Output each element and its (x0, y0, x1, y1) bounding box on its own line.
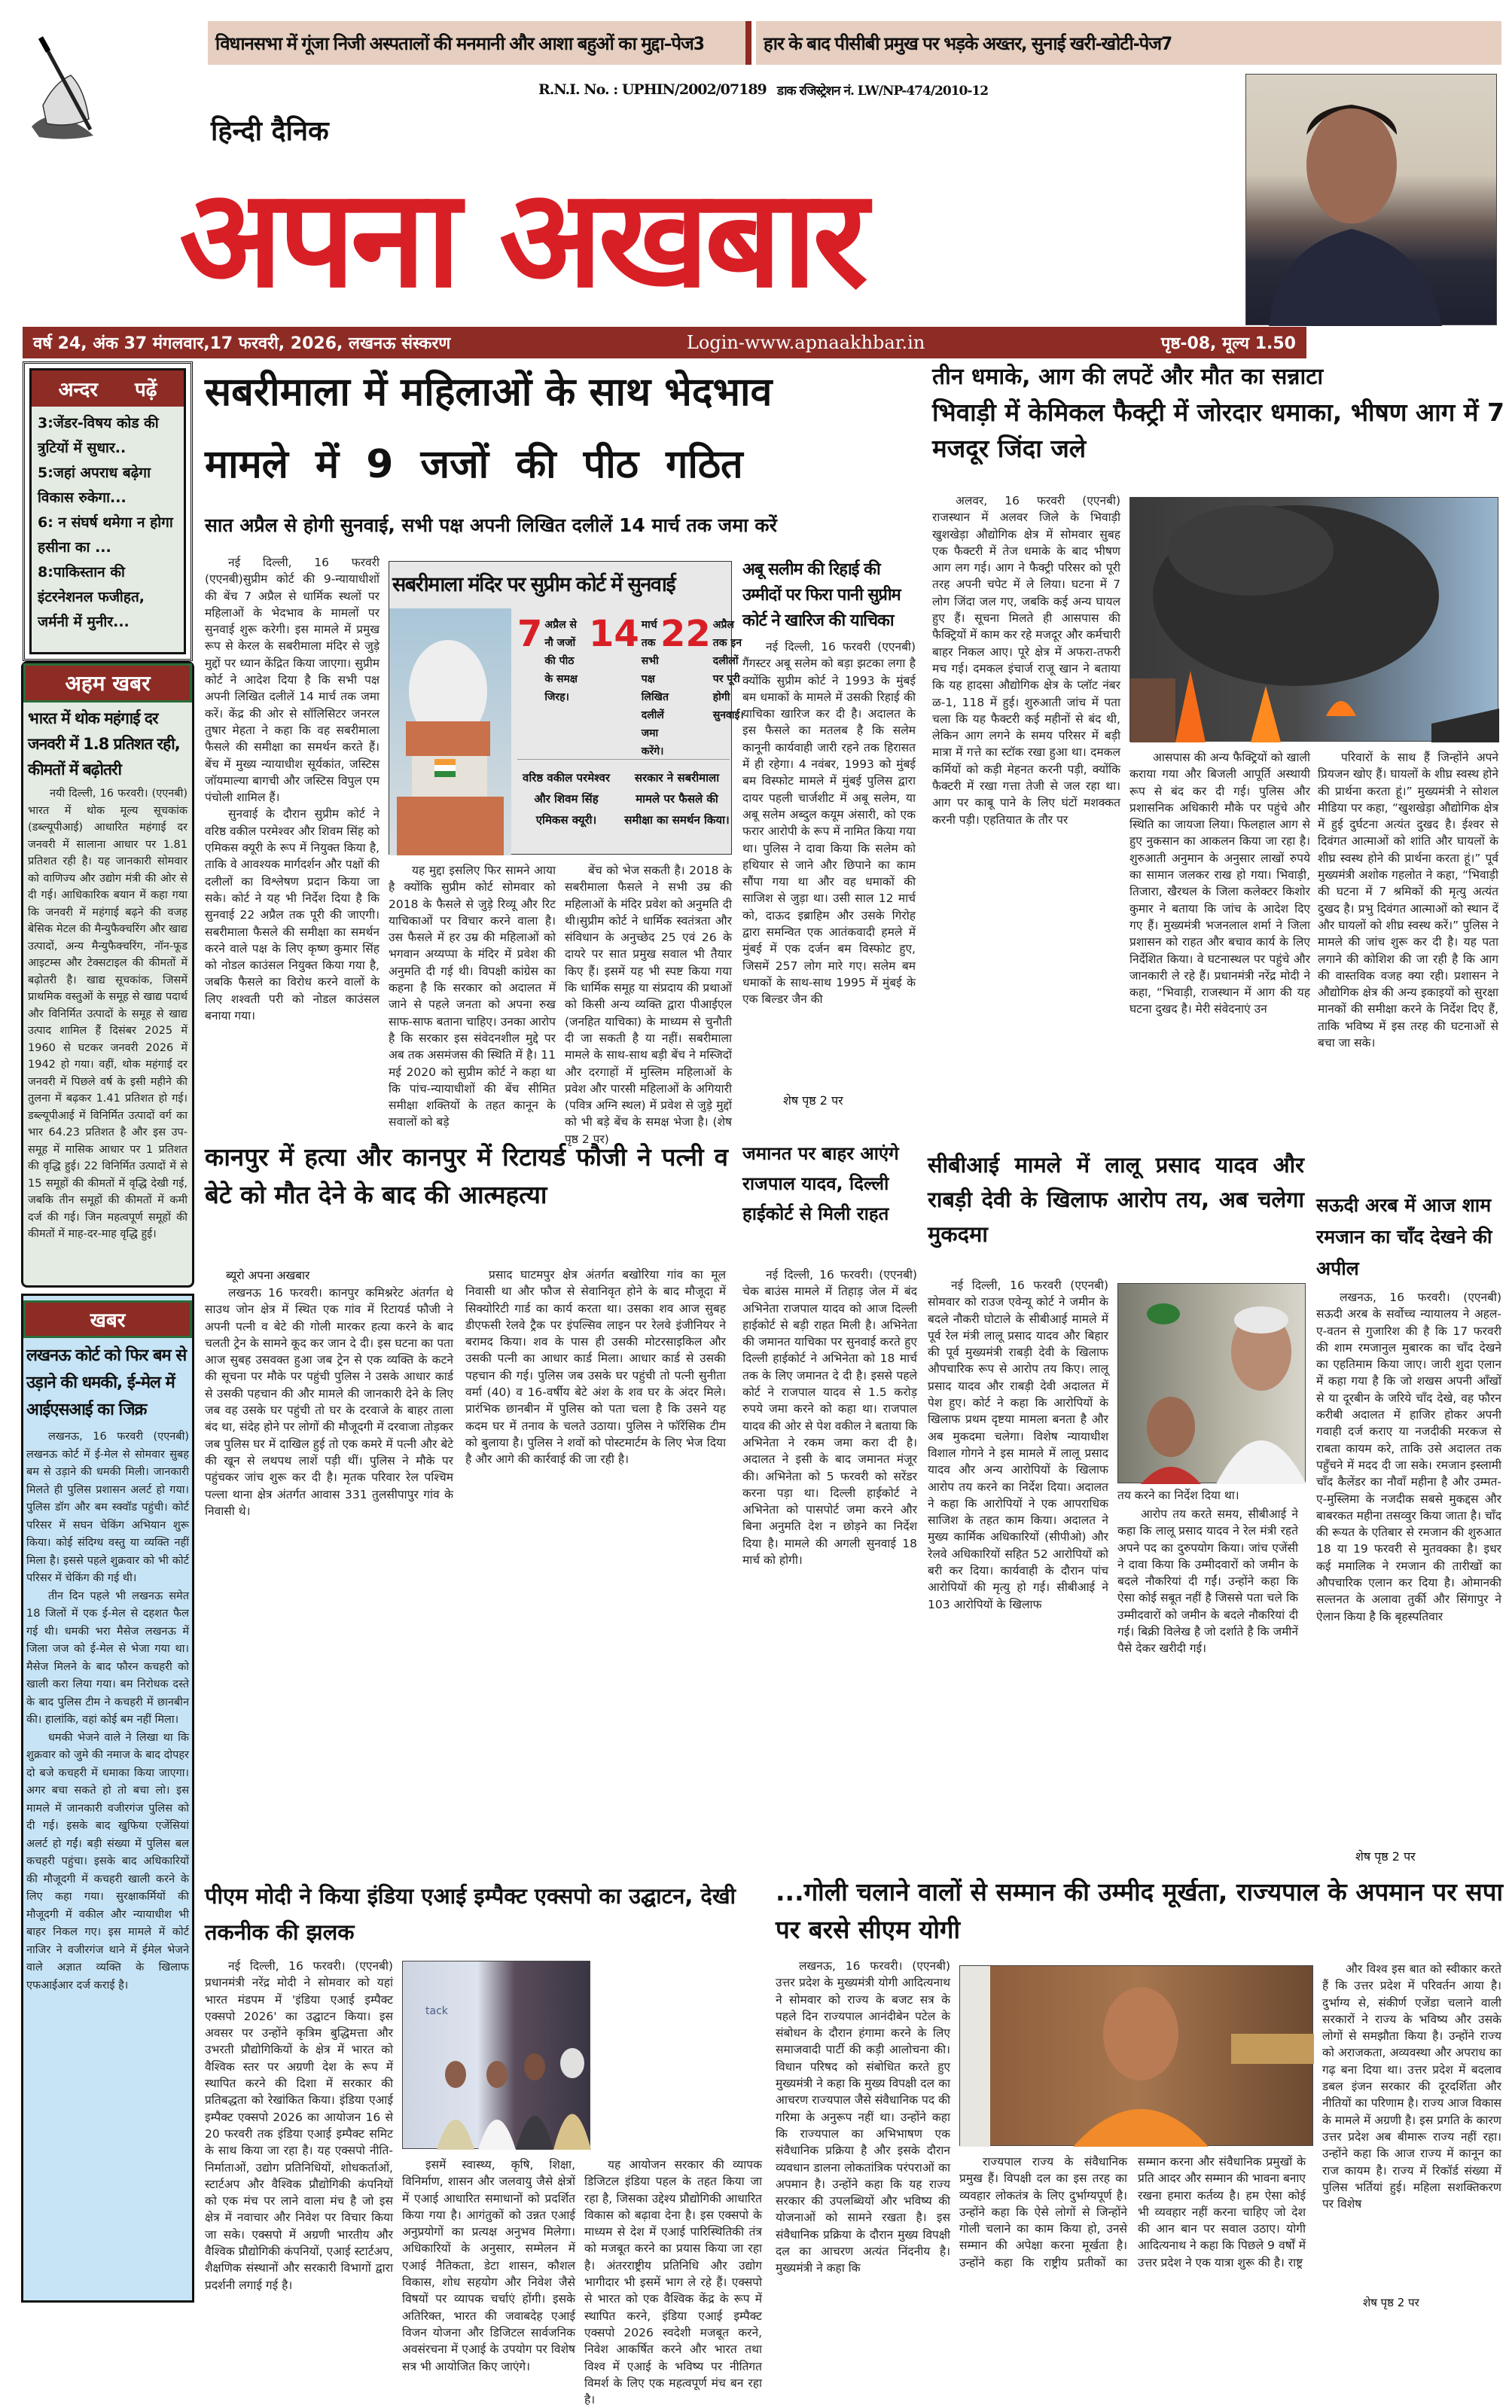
teaser-left-page: पेज3 (671, 32, 704, 54)
teaser-left-text: विधानसभा में गूंजा निजी अस्पतालों की मनमानी और आशा बहुओं का मुद्दा– (215, 32, 672, 54)
stat-item (517, 613, 585, 761)
inside-item[interactable]: 5:जहां अपराध बढ़ेगा विकास रुकेगा... (38, 465, 151, 506)
supreme-court-illustration (389, 608, 511, 855)
dateline-bar (23, 327, 1306, 358)
kanpur-byline: ब्यूरो अपना अखबार (226, 1269, 310, 1282)
lalu-body-col2: आरोप तय करते समय, सीबीआई ने कहा कि लालू प्रसाद यादव ने रेल मंत्री रहते अपने पद का दुरुपयोग किया। जांच एजेंसी ने दावा किया कि उम्मीदवारों को जमीन के बदले नौकरियां दी गईं। उन्होंने कहा कि ऐसा कोई सबूत नहीं है जिससे पता चले कि उम्मीदवारों को जमीन के बदले नौकरियां दी गई। बिक्री विलेख है जो दर्शाते है कि जमीनें पैसे देकर खरीदी गई। (1117, 1507, 1298, 1656)
website-link[interactable]: Login-www.apnaakhbar.in (686, 332, 925, 353)
svg-text:tack: tack (425, 2005, 448, 2017)
aham-khabar-headline: भारत में थोक महंगाई दर जनवरी में 1.8 प्रतिशत रही, कीमतों में बढ़ोतरी (28, 709, 180, 779)
abu-salem-headline[interactable]: अबू सलीम की रिहाई की उम्मीदों पर फिरा पानी सुप्रीम कोर्ट ने खारिज की याचिका (742, 560, 901, 630)
stat-text: मार्च तक सभी पक्ष लिखित दलीलें जमा करेंगे। (641, 619, 669, 757)
lead-headline-line2[interactable]: मामले में 9 जजों की पीठ गठित (205, 442, 743, 487)
note-item: सरकार ने सबरीमाला मामले पर फैसले की समीक्षा का समर्थन किया। (624, 771, 730, 827)
factory-fire-photo (1129, 497, 1498, 742)
infographic-title: सबरीमाला मंदिर पर सुप्रीम कोर्ट में सुनवाई (392, 573, 675, 596)
teaser-right-text: हार के बाद पीसीबी प्रमुख पर भड़के अख्तर, सुनाई खरी-खोटी- (764, 32, 1139, 54)
teaser-right[interactable] (756, 21, 1501, 65)
stat-number: 7 (517, 613, 543, 655)
teaser-left[interactable] (208, 21, 750, 65)
modi-headline[interactable]: पीएम मोदी ने किया इंडिया एआई इम्पैक्ट एक्सपो का उद्घाटन, देखी तकनीक की झलक (205, 1883, 736, 1945)
khabar-box (21, 1294, 194, 2303)
bhiwadi-body-col1: अलवर, 16 फरवरी (एएनबी) राजस्थान में अलवर जिले के भिवाड़ी खुशखेड़ा औद्योगिक क्षेत्र में सोमवार सुबह एक फैक्टरी में तेज धमाके के बाद भीषण आग लग गई। आग ने फैक्ट्री परिसर को पूरी तरह अपनी चपेट में ले लिया। घटना में 7 लोग जिंदा जल गए, जबकि कई अन्य घायल हुए हैं। सूचना मिलते ही आसपास की फैक्ट्रियों में काम कर रहे मजदूर और कर्मचारी बाहर निकल आए। पूरे क्षेत्र में अफरा-तफरी मच गई। दमकल इंचार्ज राजू खान ने बताया कि यह हादसा औद्योगिक क्षेत्र के प्लॉट नंबर ळ-1, 118 में हुई। शुरुआती जांच में पता चला कि यह फैक्टरी कई महीनों से बंद थी, लेकिन आग लगने के समय परिसर में बड़ी मात्रा में गत्ते का स्टॉक रखा हुआ था। दमकल कर्मियों को कड़ी मेहनत करनी पड़ी, क्योंकि फैक्टरी में रखा गत्ता तेजी से जल रहा था। आग पर काबू पाने के लिए घंटों मशक्कत करनी पड़ी। एहतियात के तौर पर (932, 494, 1120, 827)
stat-number: 14 (589, 613, 639, 655)
lead-headline-line1[interactable]: सबरीमाला में महिलाओं के साथ भेदभाव (205, 370, 773, 415)
aham-khabar-title: अहम खबर (23, 663, 192, 703)
teaser-right-page: पेज7 (1139, 32, 1172, 54)
modi-body-col3: यह आयोजन सरकार की व्यापक डिजिटल इंडिया पहल के तहत किया जा रहा है, जिसका उद्देश्य प्रौद्योगिकी आधारित विकास को बढ़ावा देना है। इस एक्सपो के माध्यम से देश में एआई पारिस्थितिकी तंत्र को मजबूत करने का प्रयास किया जा रहा है। अंतरराष्ट्रीय प्रतिनिधि और उद्योग भागीदार भी इसमें भाग ले रहे हैं। एक्सपो से भारत को एक वैश्विक केंद्र के रूप में स्थापित करने, इंडिया एआई इम्पैक्ट एक्सपो 2026 स्वदेशी मजबूत करने, निवेश आकर्षित करने और भारत तथा विश्व में एआई के भविष्य पर नीतिगत विमर्श के लिए एक महत्वपूर्ण मंच बन रहा है। (584, 2158, 762, 2407)
khabar-headline: लखनऊ कोर्ट को फिर बम से उड़ाने की धमकी, ई-मेल में आईएसआई का जिक्र (26, 1346, 187, 1419)
aham-khabar-box (21, 661, 194, 1288)
masthead-tagline: हिन्दी दैनिक (211, 116, 329, 147)
pen-hand-logo (24, 30, 99, 143)
sabarimala-infographic (389, 561, 744, 855)
kanpur-body-col2: प्रसाद घाटमपुर क्षेत्र अंतर्गत बखोरिया गांव का मूल निवासी था और फौज से सेवानिवृत होने के बाद मौजूदा में सिक्योरिटी गार्ड का कार्य करता था। उसका शव आज सुबह डीएफसी रेलवे ट्रैक पर इंपल्सिव लाइन पर रेलवे इंजीनियर ने बरामद किया। शव के पास ही उसकी मोटरसाइकिल और उसकी पत्नी का आधार कार्ड मिला। आधार कार्ड से उसकी पहचान की गई। पुलिस जब उसके घर पहुंची तो पत्नी सुनीता वर्मा (40) व 16-वर्षीय बेटे अंश के शव घर के अंदर मिले। प्रारंभिक छानबीन में पुलिस को पता चला है कि उसने यह कदम घर में तनाव के चलते उठाया। पुलिस ने फॉरेंसिक टीम को बुलाया है। पुलिस ने शवों को पोस्टमार्टम के लिए भेज दिया है और आगे की कार्रवाई की जा रही है। (465, 1268, 726, 1467)
lead-body-col3: बेंच को भेज सकती है। 2018 के सबरीमाला फैसले ने सभी उम्र की महिलाओं के मंदिर प्रवेश को अनुमति दी थी।सुप्रीम कोर्ट ने धार्मिक स्वतंत्रता और संविधान के अनुच्छेद 25 एवं 26 के दायरे पर सात प्रमुख सवाल भी तैयार किए हैं। इसमें यह भी स्पष्ट किया गया कि धार्मिक समूह या संप्रदाय की प्रथाओं को किसी अन्य व्यक्ति द्वारा पीआईएल (जनहित याचिका) के माध्यम से चुनौती दी जा सकती है या नहीं। सबरीमाला मामले के साथ-साथ बड़ी बेंच ने मस्जिदों और दरगाहों में मुस्लिम महिलाओं के प्रवेश और पारसी महिलाओं के अगियारी (पवित्र अग्नि स्थल) में प्रवेश से जुड़े मुद्दों को भी बड़े बेंच के समक्ष भेजा है। (शेष पृष्ठ 2 पर) (565, 864, 732, 1146)
rajpal-body: नई दिल्ली, 16 फरवरी। (एएनबी) चेक बाउंस मामले में तिहाड़ जेल में बंद अभिनेता राजपाल यादव को आज दिल्ली हाईकोर्ट से बड़ी राहत मिली है। अभिनेता की जमानत याचिका पर सुनवाई करते हुए दिल्ली हाईकोर्ट ने अभिनेता को 18 मार्च तक के लिए जमानत दे दी है। इससे पहले कोर्ट ने राजपाल यादव से 1.5 करोड़ रुपये जमा करने को कहा था। राजपाल यादव की ओर से पेश वकील ने बताया कि अभिनेता ने रकम जमा करा दी है। अदालत ने इसी के बाद जमानत मंजूर की। अभिनेता को 5 फरवरी को सरेंडर करना पड़ा था। दिल्ली हाईकोर्ट ने अभिनेता को पासपोर्ट जमा करने और बिना अनुमति देश न छोड़ने का निर्देश दिया है। मामले की अगली सुनवाई 18 मार्च को होगी। (742, 1268, 917, 1568)
inside-list (32, 407, 184, 639)
bhiwadi-body-col3: परिवारों के साथ हैं जिन्होंने अपने प्रियजन खोए हैं। घायलों के शीघ्र स्वस्थ होने की प्रार्थना करता हूं।” मुख्यमंत्री ने सोशल मीडिया पर कहा, “खुशखेड़ा औद्योगिक क्षेत्र में हुई दुर्घटना अत्यंत दुखद है। ईश्वर से दिवंगत आत्माओं को शांति और घायलों के शीघ्र स्वस्थ होने की प्रार्थना करता हूं।” पूर्व मुख्यमंत्री अशोक गहलोत ने कहा, “भिवाड़ी की घटना में 7 श्रमिकों की मृत्यु अत्यंत दुखद है। प्रभु दिवंगत आत्माओं को स्थान दें और घायलों को शीघ्र स्वस्थ करें।” पुलिस ने मामले की जांच शुरू कर दी है। यह पता लगाने की कोशिश की जा रही है कि आग की वास्तविक वजह क्या रही। प्रशासन ने औद्योगिक क्षेत्र की अन्य इकाइयों को सुरक्षा मानकों की समीक्षा करने के निर्देश दिए हैं, ताकि भविष्य में इस तरह की घटनाओं से बचा जा सके। (1318, 751, 1498, 1050)
yogi-headline[interactable]: ...गोली चलाने वालों से सम्मान की उम्मीद मूर्खता, राज्यपाल के अपमान पर सपा पर बरसे सीएम योगी (776, 1877, 1503, 1944)
yogi-body-col2: राज्यपाल राज्य के संवैधानिक प्रमुख हैं। विपक्षी दल का इस तरह का व्यवहार लोकतंत्र के लिए दुर्भाग्यपूर्ण है। उन्होंने कहा कि ऐसे लोगों से जिन्होंने गोली चलाने का काम किया हो, उनसे सम्मान की अपेक्षा करना मूर्खता है। उन्होंने कहा कि राष्ट्रीय प्रतीकों का सम्मान करना और संवैधानिक प्रमुखों के प्रति आदर और सम्मान की भावना बनाए रखना हमारा कर्तव्य है। हम ऐसा कोई भी व्यवहार नहीं करना चाहिए जो देश की आन बान पर सवाल उठाए। योगी आदित्यनाथ ने कहा कि पिछले 9 वर्षों में उत्तर प्रदेश ने एक यात्रा शुरू की है। राष्ट्र (959, 2155, 1306, 2269)
header-photo-cricketer (1245, 74, 1497, 325)
infographic-stats (517, 613, 744, 761)
stat-item (660, 613, 744, 761)
stat-text: अप्रैल तक इन दलीलों पर पूरी होगी सुनवाई। (712, 619, 744, 721)
rajpal-headline[interactable]: जमानत पर बाहर आएंगे राजपाल यादव, दिल्ली हाईकोर्ट से मिली राहत (742, 1143, 899, 1224)
cm-yogi-photo (959, 1965, 1313, 2146)
issue-info: वर्ष 24, अंक 37 मंगलवार,17 फरवरी, 2026, लखनऊ संस्करण (33, 334, 451, 353)
bhiwadi-headline[interactable]: भिवाड़ी में केमिकल फैक्ट्री में जोरदार धमाका, भीषण आग में 7 मजदूर जिंदा जले (932, 398, 1504, 463)
stat-text: अप्रैल से नौ जजों की पीठ के समक्ष जिरह। (544, 619, 578, 703)
yogi-body-col1: लखनऊ, 16 फरवरी। (एएनबी) उत्तर प्रदेश के मुख्यमंत्री योगी आदित्यनाथ ने सोमवार को राज्य के बजट सत्र के पहले दिन राज्यपाल आनंदीबेन पटेल के संबोधन के दौरान हंगामा करने के लिए समाजवादी पार्टी की कड़ी आलोचना की। विधान परिषद को संबोधित करते हुए मुख्यमंत्री ने कहा कि मुख्य विपक्षी दल का आचरण राज्यपाल जैसे संवैधानिक पद की गरिमा के अनुरूप नहीं था। उन्होंने कहा कि राज्यपाल का अभिभाषण एक संवैधानिक प्रक्रिया है और इसके दौरान व्यवधान डालना लोकतांत्रिक परंपराओं का अपमान है। उन्होंने कहा कि यह राज्य सरकार की उपलब्धियों और भविष्य की योजनाओं को सामने रखता है। इस संवैधानिक प्रक्रिया के दौरान मुख्य विपक्षी दल का आचरण अत्यंत निंदनीय है। मुख्यमंत्री ने कहा कि (776, 1959, 950, 2275)
bhiwadi-kicker: तीन धमाके, आग की लपटें और मौत का सन्नाटा (932, 364, 1324, 390)
lalu-rabri-photo (1117, 1283, 1306, 1483)
postal-registration: डाक रजिस्ट्रेशन नं. LW/NP-474/2010-12 (777, 84, 989, 99)
abu-salem-continued[interactable]: शेष पृष्ठ 2 पर (783, 1093, 843, 1108)
abu-salem-body: नई दिल्ली, 16 फरवरी (एएनबी) गैंगस्टर अबू सलेम को बड़ा झटका लगा है क्योंकि सुप्रीम कोर्ट ने 1993 के मुंबई बम धमाकों के मामले में उसकी रिहाई की याचिका खारिज कर दी है। अदालत के इस फैसले का मतलब है कि सलेम कानूनी कार्यवाही जारी रहने तक हिरासत में ही रहेगा। 4 नवंबर, 1993 को मुंबई बम विस्फोट मामले में मुंबई पुलिस द्वारा दायर पहली चार्जशीट में अबू सलेम, या अबू सलेम अब्दुल कयूम अंसारी, को एक फरार आरोपी के रूप में नामित किया गया था। पुलिस ने दावा किया कि सलेम को हथियार से जाने और छिपाने का काम सौंपा गया था और वह धमाकों की साजिश से जुड़ा था। उसी साल 12 मार्च को, दाऊद इब्राहिम और उसके गिरोह द्वारा समन्वित एक आतंकवादी हमले में मुंबई में एक दर्जन बम विस्फोट हुए, जिसमें 257 लोग मारे गए। सलेम बम धमाकों के साथ-साथ 1995 में मुंबई के एक बिल्डर जैन की (742, 640, 916, 1007)
lead-subhead: सात अप्रैल से होगी सुनवाई, सभी पक्ष अपनी लिखित दलीलें 14 मार्च तक जमा करें (205, 514, 777, 536)
rni-number: R.N.I. No. : UPHIN/2002/07189 (538, 81, 767, 98)
khabar-body: लखनऊ, 16 फरवरी (एएनबी) लखनऊ कोर्ट में ई-मेल से सोमवार सुबह बम से उड़ाने की धमकी मिली। जानकारी मिलते ही पुलिस प्रशासन अलर्ट हो गया। पुलिस डॉग और बम स्क्वॉड पहुंची। कोर्ट परिसर में सघन चेकिंग अभियान शुरू किया। कोई संदिग्ध वस्तु या व्यक्ति नहीं मिला है। इससे पहले शुक्रवार को भी कोर्ट परिसर में चेकिंग की गई थी। तीन दिन पहले भी लखनऊ समेत 18 जिलों में एक ई-मेल से दहशत फैल गई थी। धमकी भरा मैसेज लखनऊ में जिला जज को ई-मेल से भेजा गया था। मैसेज मिलने के बाद फौरन कचहरी को खाली करा लिया गया। बम निरोधक दस्ते के बाद पुलिस टीम ने कचहरी में छानबीन की। हालांकि, वहां कोई बम नहीं मिला। धमकी भेजने वाले ने लिखा था कि शुक्रवार को जुमे की नमाज के बाद दोपहर दो बजे कचहरी में धमाका किया जाएगा। अगर बचा सकते हो तो बचा लो। इस मामले में जानकारी वजीरगंज पुलिस को दी गई। इसके बाद खुफिया एजेंसियां अलर्ट हो गईं। बड़ी संख्या में पुलिस बल कचहरी पहुंचा। इसके बाद अधिकारियों की मौजूदगी में कचहरी खाली करने के लिए कहा गया। सुरक्षाकर्मियों की मौजूदगी में वकील और न्यायाधीश भी बाहर निकल गए। इस मामले में कोर्ट नाजिर ने वजीरगंज थाने में ईमेल भेजने वाले अज्ञात व्यक्ति के खिलाफ एफआईआर दर्ज कराई है। (26, 1431, 189, 1992)
note-item: वरिष्ठ वकील परमेश्वर और शिवम सिंह एमिकस क्यूरी। (522, 771, 611, 827)
kanpur-body-col1: लखनऊ 16 फरवरी। कानपुर कमिश्नरेट अंतर्गत थे साउथ जोन क्षेत्र में स्थित एक गांव में रिटायर्ड फौजी ने अपनी पत्नी व बेटे की गोली मारकर हत्या करने के बाद चलती ट्रेन के सामने कूद कर जान दे दी। इस घटना का पता आज सुबह उसवक्त हुआ जब ट्रेन से एक व्यक्ति के कटने की सूचना पर मौके पर पहुंची पुलिस ने उसके आधार कार्ड से उसकी पहचान की और मामले की जानकारी देने के लिए जब वह उसके घर पहुंची तो घर के दरवाजे के बाहर ताला बंद था, संदेह होने पर लोगों की मौजूदगी में दरवाजा तोड़कर जब पुलिस घर में दाखिल हुई तो एक कमरे में पत्नी और बेटे की खून से लथपथ लाशें पड़ी थीं। पुलिस ने मौके पर पहुंचकर जांच शुरू कर दी है। मृतक परिवार रेल पश्चिम पल्ला थाना क्षेत्र अंतर्गत आवास 331 तुलसीपापुर गांव के निवासी थे। (205, 1286, 453, 1518)
infographic-notes (517, 759, 730, 831)
kanpur-headline[interactable]: कानपुर में हत्या और कानपुर में रिटायर्ड फौजी ने पत्नी व बेटे को मौत देने के बाद की आत्महत्या (205, 1142, 728, 1209)
price-info: पृष्ठ-08, मूल्य 1.50 (1160, 334, 1296, 353)
khabar-title: खबर (23, 1300, 192, 1338)
yogi-continued[interactable]: शेष पृष्ठ 2 पर (1363, 2296, 1419, 2309)
yogi-body-col3: और विश्व इस बात को स्वीकार करते हैं कि उत्तर प्रदेश में परिवर्तन आया है। दुर्भाग्य से, संकीर्ण एजेंडा चलाने वाली सरकारों ने राज्य के भविष्य और उसके लोगों से समझौता किया है। उन्होंने राज्य को अराजकता, अव्यवस्था और अपराध का गढ़ बना दिया था। उत्तर प्रदेश में बदलाव डबल इंजन सरकार की दूरदर्शिता और नीतियों का परिणाम है। राज्य आज विकास के मामले में अग्रणी है। इस प्रगति के कारण उत्तर प्रदेश अब बीमारू राज्य नहीं रहा। उन्होंने कहा कि आज राज्य में कानून का राज कायम है। राज्य में रिकॉर्ड संख्या में पुलिस भर्तियां हुई। महिला सशक्तिकरण पर विशेष (1322, 1962, 1501, 2211)
stat-number: 22 (660, 613, 711, 655)
saudi-body: लखनऊ, 16 फरवरी। (एएनबी) सऊदी अरब के सर्वोच्च न्यायालय ने अहल-ए-वतन से गुजारिश की है कि 17 फरवरी की शाम रमजानुल मुबारक का चाँद देखने का एहतिमाम किया जाए। जारी शुदा एलान में कहा गया है कि जो शखस अपनी आँखों से या दूरबीन के जरिये चाँद देखे, वह फौरन करीबी अदालत में हाजिर होकर अपनी गवाही दर्ज कराए या नजदीकी मरकज से राबता कायम करे, ताकि उसे अदालत तक पहुँचने में मदद दी जा सके। रमजान इस्लामी चाँद कैलेंडर का नौवाँ महीना है और उम्मत-ए-मुस्लिमा के नजदीक सबसे मुकद्दस और बाबरकत महीना तसव्वुर किया जाता है। चाँद की रूयत के एतिबार से रमजान की शुरुआत 18 या 19 फरवरी से मुतवक्का है। इधर कई ममालिक ने रमजान की तारीखों का औपचारिक एलान कर दिया है। ओमानकी सल्तनत के अलावा तुर्की और सिंगापुर ने ऐलान किया है कि बृहस्पतिवार (1316, 1291, 1501, 1623)
lead-body-col1: नई दिल्ली, 16 फरवरी (एएनबी)सुप्रीम कोर्ट की 9-न्यायाधीशों की बेंच 7 अप्रैल से धार्मिक स्थलों पर महिलाओं के भेदभाव के मामलों पर सुनवाई शुरू करेगी। इस मामले में प्रमुख रूप से केरल के सबरीमाला मंदिर से जुड़े मुद्दों पर ध्यान केंद्रित किया जाएगा। सुप्रीम कोर्ट ने आदेश दिया है कि सभी पक्ष अपनी लिखित दलीलें 14 मार्च तक जमा करें। केंद्र की ओर से सॉलिसिटर जनरल तुषार मेहता ने कहा कि वह सबरीमाला फैसले की समीक्षा का समर्थन करते हैं। बेंच में मुख्य न्यायाधीश सूर्यकांत, जस्टिस जॉयमाल्या बागची और जस्टिस विपुल एम पंचोली शामिल हैं। सुनवाई के दौरान सुप्रीम कोर्ट ने वरिष्ठ वकील परमेश्वर और शिवम सिंह को एमिकस क्यूरी के रूप में नियुक्त किया है, ताकि वे आवश्यक मार्गदर्शन और पक्षों की दलीलों का विश्लेषण प्रदान किया जा सके। कोर्ट ने यह भी निर्देश दिया है कि सुनवाई 22 अप्रैल तक पूरी की जाएगी। सबरीमाला फैसले की समीक्षा का समर्थन करने वाले पक्ष के लिए कृष्ण कुमार सिंह को नोडल काउंसल नियुक्त किया गया है, जबकि फैसले का विरोध करने वालों के लिए शश्वती परी को नोडल काउंसल बनाया गया। (205, 556, 380, 1023)
inside-title: अन्दर पढ़ें (32, 370, 184, 407)
inside-item[interactable]: 3:जेंडर-विषय कोड की त्रुटियों में सुधार.. (38, 415, 159, 456)
stat-item (589, 613, 669, 761)
inside-box (23, 361, 193, 661)
inside-item[interactable]: 8:पाकिस्तान की इंटरनेशनल फजीहत, जर्मनी में मुनीर... (38, 564, 145, 630)
saudi-headline[interactable]: सऊदी अरब में आज शाम रमजान का चाँद देखने की अपील (1316, 1194, 1492, 1279)
aham-khabar-body: नयी दिल्ली, 16 फरवरी। (एएनबी) भारत में थोक मूल्य सूचकांक (डब्ल्यूपीआई) आधारित महंगाई दर जनवरी में सालाना आधार पर 1.81 प्रतिशत रही है। यह जानकारी सोमवार को वाणिज्य और उद्योग मंत्री की ओर से दी गई। आधिकारिक बयान में कहा गया कि जनवरी में महंगाई बढ़ने की वजह बेसिक मेटल की मैन्युफैक्चरिंग और खाद्य उत्पादों, अन्य मैन्युफैक्चरिंग, नॉन-फूड आइटम्स और टेक्सटाइल की कीमतों में बढ़ोतरी है। खाद्य सूचकांक, जिसमें प्राथमिक वस्तुओं के समूह से खाद्य पदार्थ और विनिर्मित उत्पादों के समूह से खाद्य उत्पाद शामिल हैं दिसंबर 2025 में 1960 से घटकर जनवरी 2026 में 1942 हो गया। वहीं, थोक महंगाई दर जनवरी में पिछले वर्ष के इसी महीने की तुलना में बढ़कर 1.41 प्रतिशत हो गई। डब्ल्यूपीआई में विनिर्मित उत्पादों वर्ग का भार 64.23 प्रतिशत है और इस उप-समूह में मासिक आधार पर 1 प्रतिशत की वृद्धि हुई। 22 विनिर्मित उत्पादों में से 15 समूहों की कीमतों में वृद्धि देखी गई, जबकि तीन समूहों की कीमतों में कमी दर्ज की गई। जिन महत्वपूर्ण समूहों की कीमतों में माह-दर-माह वृद्धि हुई। (28, 788, 187, 1240)
lalu-headline[interactable]: सीबीआई मामले में लालू प्रसाद यादव और राबड़ी देवी के खिलाफ आरोप तय, अब चलेगा मुकदमा (928, 1152, 1304, 1247)
saudi-continued[interactable]: शेष पृष्ठ 2 पर (1355, 1849, 1416, 1864)
lalu-body-col1: नई दिल्ली, 16 फरवरी (एएनबी) सोमवार को राउज एवेन्यू कोर्ट ने जमीन के बदले नौकरी घोटाले के सीबीआई मामले में पूर्व रेल मंत्री लालू प्रसाद यादव और बिहार की पूर्व मुख्यमंत्री राबड़ी देवी के खिलाफ औपचारिक रूप से आरोप तय किए। लालू प्रसाद यादव और राबड़ी देवी अदालत में पेश हुए। कोर्ट ने कहा कि आरोपियों के खिलाफ प्रथम दृष्टया मामला बनता है और अब मुकदमा चलेगा। विशेष न्यायाधीश विशाल गोगने ने इस मामले में लालू प्रसाद यादव और अन्य आरोपियों के खिलाफ आरोप तय करने का निर्देश दिया। अदालत ने कहा कि आरोपियों ने एक आपराधिक साजिश के तहत काम किया। अदालत ने मुख्य कार्मिक अधिकारियों (सीपीओ) और रेलवे अधिकारियों सहित 52 आरोपियों को बरी कर दिया। कार्यवाही के दौरान पांच आरोपियों की मृत्यु हो गई। सीबीआई ने 103 आरोपियों के खिलाफ (928, 1279, 1108, 1611)
masthead-title: अपना अखबार (179, 160, 864, 318)
modi-body-col1: नई दिल्ली, 16 फरवरी। (एएनबी) प्रधानमंत्री नरेंद्र मोदी ने सोमवार को यहां भारत मंडपम में 'इंडिया एआई इम्पैक्ट एक्सपो 2026' का उद्घाटन किया। इस अवसर पर उन्होंने कृत्रिम बुद्धिमत्ता और उभरती प्रौद्योगिकियों के क्षेत्र में भारत को वैश्विक स्तर पर अग्रणी देश के रूप में स्थापित करने की दिशा में सरकार की प्रतिबद्धता को रेखांकित किया। इंडिया एआई इम्पैक्ट एक्सपो 2026 का आयोजन 16 से 20 फरवरी तक इंडिया एआई इम्पैक्ट समिट के साथ किया जा रहा है। यह एक्सपो नीति-निर्माताओं, उद्योग प्रतिनिधियों, शोधकर्ताओं, स्टार्टअप और वैश्विक प्रौद्योगिकी कंपनियों को एक मंच पर लाने वाला मंच है जो इस क्षेत्र में नवाचार और निवेश पर विचार किया जा सके। एक्सपो में अग्रणी भारतीय और वैश्विक प्रौद्योगिकी कंपनियों, एआई स्टार्टअप, शैक्षणिक संस्थानों और सरकारी विभागों द्वारा प्रदर्शनी लगाई गई है। (205, 1959, 393, 2292)
lead-body-col2: यह मुद्दा इसलिए फिर सामने आया है क्योंकि सुप्रीम कोर्ट सोमवार को 2018 के फैसले से जुड़े रिव्यू और रिट याचिकाओं पर विचार करने वाला है। उस फैसले में हर उम्र की महिलाओं को भगवान अय्यप्पा के मंदिर में प्रवेश की अनुमति दी गई थी। विपक्षी कांग्रेस का कहना है कि सरकार को अदालत में जाने से पहले जनता को अपना रुख साफ-साफ बताना चाहिए। उनका आरोप है कि सरकार इस संवेदनशील मुद्दे पर अब तक असमंजस की स्थिति में है। 11 मई 2020 को सुप्रीम कोर्ट ने कहा था कि पांच-न्यायाधीशों की बेंच सीमित समीक्षा शक्तियों के तहत कानून के सवालों को बड़े (389, 864, 556, 1129)
inside-item[interactable]: 6: न संघर्ष थमेगा न होगा हसीना का ... (38, 514, 173, 556)
modi-body-col2: इसमें स्वास्थ्य, कृषि, शिक्षा, विनिर्माण, शासन और जलवायु जैसे क्षेत्रों में एआई आधारित समाधानों को प्रदर्शित किया गया है। आगंतुकों को उन्नत एआई अनुप्रयोगों का प्रत्यक्ष अनुभव मिलेगा। अधिकारियों के अनुसार, सम्मेलन में एआई नैतिकता, डेटा शासन, कौशल विकास, शोध सहयोग और निवेश जैसे विषयों पर व्यापक चर्चाएं होंगी। इसके अतिरिक्त, भारत की जवाबदेह एआई विजन योजना और डिजिटल सार्वजनिक अवसंरचना में एआई के उपयोग पर विशेष सत्र भी आयोजित किए जाएंगे। (402, 2158, 575, 2373)
teaser-divider (745, 21, 751, 65)
ai-expo-photo (402, 1961, 590, 2149)
lalu-photo-caption: तय करने का निर्देश दिया था। (1117, 1489, 1239, 1502)
bhiwadi-body-col2: आसपास की अन्य फैक्ट्रियों को खाली कराया गया और बिजली आपूर्ति अस्थायी रूप से बंद कर दी गई। पुलिस और प्रशासनिक अधिकारी मौके पर पहुंचे और स्थिति का जायजा लिया। फिलहाल आग से हुए नुकसान का आकलन किया जा रहा है। शुरुआती अनुमान के अनुसार लाखों रुपये का सामान जलकर राख हो गया। भिवाड़ी, तिजारा, खैरथल के जिला कलेक्टर किशोर कुमार ने बताया कि जांच के आदेश दिए गए हैं। मुख्यमंत्री भजनलाल शर्मा ने जिला प्रशासन को राहत और बचाव कार्य के लिए निर्देशित किया। वे घटनास्थल पर पहुंचे और जानकारी ले रहे हैं। प्रधानमंत्री नरेंद्र मोदी ने कहा, “भिवाड़ी, राजस्थान में आग की यह घटना दुखद है। मेरी संवेदनाएं उन (1129, 751, 1310, 1017)
